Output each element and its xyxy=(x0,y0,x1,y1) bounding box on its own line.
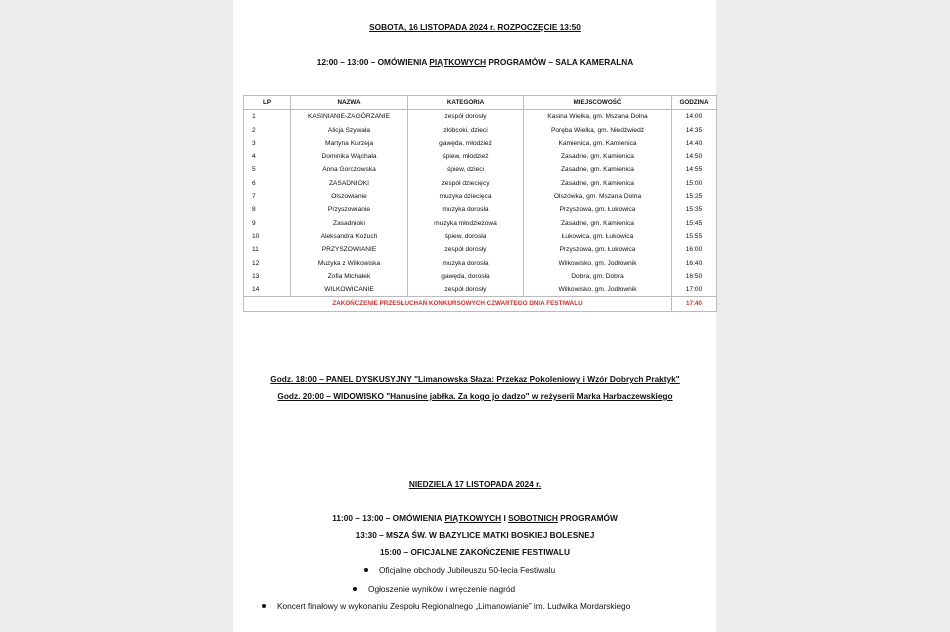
table-row xyxy=(244,110,717,124)
cell-name: Alicja Szywała xyxy=(291,124,408,137)
cell-lp: 9 xyxy=(244,217,291,230)
cell-category: gawęda, młodzież xyxy=(408,137,524,150)
cell-lp: 7 xyxy=(244,190,291,203)
cell-time: 14:35 xyxy=(672,124,717,137)
bullet-item xyxy=(262,601,630,611)
cell-category: śpiew, dzieci xyxy=(408,163,524,176)
show-line xyxy=(0,391,950,401)
cell-name: KASINIANIE-ZAGÓRZANIE xyxy=(291,110,408,124)
session-underlined: PIĄTKOWYCH xyxy=(429,57,487,67)
cell-place: Przyszowa, gm. Łukowica xyxy=(524,203,672,216)
cell-time: 15:00 xyxy=(672,177,717,190)
saturday-heading: SOBOTA, 16 LISTOPADA 2024 r. ROZPOCZĘCIE 13:50 xyxy=(369,22,581,32)
sunday-session-u1: PIĄTKOWYCH xyxy=(444,513,502,523)
cell-place: Olszówka, gm. Mszana Dolna xyxy=(524,190,672,203)
bullet-text: Ogłoszenie wyników i wręczenie nagród xyxy=(368,584,516,594)
cell-name: Anna Gorczowska xyxy=(291,163,408,176)
cell-name: PRZYSZOWIANIE xyxy=(291,243,408,256)
cell-lp: 3 xyxy=(244,137,291,150)
bullet-item xyxy=(364,565,555,575)
cell-time: 16:50 xyxy=(672,270,717,283)
cell-lp: 5 xyxy=(244,163,291,176)
cell-place: Zasadne, gm. Kamienica xyxy=(524,163,672,176)
cell-time: 17:00 xyxy=(672,283,717,297)
saturday-session xyxy=(0,57,950,67)
cell-lp: 2 xyxy=(244,124,291,137)
sunday-session-mid: I xyxy=(501,513,509,523)
cell-time: 14:00 xyxy=(672,110,717,124)
cell-category: zespół dziecięcy xyxy=(408,177,524,190)
bullet-icon xyxy=(262,604,266,608)
cell-name: Muzyka z Wilkowiska xyxy=(291,257,408,270)
cell-time: 14:40 xyxy=(672,137,717,150)
table-body xyxy=(244,110,717,297)
cell-place: Kasina Wielka, gm. Mszana Dolna xyxy=(524,110,672,124)
cell-name: Zasadnioki xyxy=(291,217,408,230)
cell-lp: 12 xyxy=(244,257,291,270)
table-header-row xyxy=(244,96,717,110)
show-text: Godz. 20:00 – WIDOWISKO "Hanusine jabłka. Za kogo jo dadzo" w reżyserii Marka Harbaczewskiego xyxy=(277,391,673,401)
cell-place: Wilkowisko, gm. Jodłownik xyxy=(524,283,672,297)
cell-place: Poręba Wielka, gm. Niedźwiedź xyxy=(524,124,672,137)
table-row xyxy=(244,150,717,163)
sunday-session xyxy=(0,513,950,523)
cell-name: Zofia Michałek xyxy=(291,270,408,283)
closing-text: ZAKOŃCZENIE PRZESŁUCHAŃ KONKURSOWYCH CZWARTEGO DNIA FESTIWALU xyxy=(244,297,672,311)
cell-name: WILKOWICANIE xyxy=(291,283,408,297)
cell-place: Zasadne, gm. Kamienica xyxy=(524,177,672,190)
cell-lp: 1 xyxy=(244,110,291,124)
cell-lp: 4 xyxy=(244,150,291,163)
closing-time: 17:40 xyxy=(672,297,717,311)
panel-text: Godz. 18:00 – PANEL DYSKUSYJNY "Limanowska Słaza: Przekaz Pokoleniowy i Wzór Dobrych Praktyk" xyxy=(270,374,680,384)
bullet-text: Oficjalne obchody Jubileuszu 50-lecia Festiwalu xyxy=(379,565,556,575)
table-row xyxy=(244,217,717,230)
cell-time: 15:45 xyxy=(672,217,717,230)
cell-category: muzyka dorosła xyxy=(408,257,524,270)
cell-category: śpiew, młodzież xyxy=(408,150,524,163)
cell-place: Dobra, gm. Dobra xyxy=(524,270,672,283)
col-place: MIEJSCOWOŚĆ xyxy=(524,96,672,110)
cell-lp: 6 xyxy=(244,177,291,190)
col-category: KATEGORIA xyxy=(408,96,524,110)
table-row xyxy=(244,270,717,283)
cell-time: 15:35 xyxy=(672,203,717,216)
table-row xyxy=(244,163,717,176)
cell-lp: 10 xyxy=(244,230,291,243)
panel-line xyxy=(0,374,950,384)
sunday-session-u2: SOBOTNICH xyxy=(508,513,558,523)
cell-category: gawęda, dorosła xyxy=(408,270,524,283)
program-table xyxy=(243,95,717,312)
closing-row xyxy=(244,297,717,311)
bullet-icon xyxy=(364,568,368,572)
cell-place: Zasadne, gm. Kamienica xyxy=(524,217,672,230)
cell-place: Zasadne, gm. Kamienica xyxy=(524,150,672,163)
table-row xyxy=(244,190,717,203)
cell-time: 14:50 xyxy=(672,150,717,163)
col-time: GODZINA xyxy=(672,96,717,110)
bullet-item xyxy=(353,584,515,594)
sunday-heading: NIEDZIELA 17 LISTOPADA 2024 r. xyxy=(408,479,542,489)
table-row xyxy=(244,203,717,216)
sunday-session-a: 11:00 – 13:00 – OMÓWIENIA xyxy=(332,513,445,523)
table-row xyxy=(244,230,717,243)
cell-name: Olszowianie xyxy=(291,190,408,203)
table-row xyxy=(244,283,717,297)
cell-time: 16:00 xyxy=(672,243,717,256)
cell-name: Martyna Kurzeja xyxy=(291,137,408,150)
cell-lp: 8 xyxy=(244,203,291,216)
cell-category: zespół dorosły xyxy=(408,110,524,124)
cell-category: złóbcoki, dzieci xyxy=(408,124,524,137)
bullet-icon xyxy=(353,587,357,591)
sunday-closing: 15:00 – OFICJALNE ZAKOŃCZENIE FESTIWALU xyxy=(380,547,570,557)
sunday-session-end: PROGRAMÓW xyxy=(557,513,618,523)
table-row xyxy=(244,137,717,150)
cell-name: ZASADNIOKI xyxy=(291,177,408,190)
sunday-mass: 13:30 – MSZA ŚW. W BAZYLICE MATKI BOSKIEJ BOLESNEJ xyxy=(355,530,595,540)
cell-lp: 14 xyxy=(244,283,291,297)
cell-category: zespół dorosły xyxy=(408,283,524,297)
table-row xyxy=(244,124,717,137)
cell-category: śpiew, dorosła xyxy=(408,230,524,243)
cell-category: muzyka dorosła xyxy=(408,203,524,216)
cell-place: Łukowica, gm. Łukowica xyxy=(524,230,672,243)
cell-category: muzyka dziecięca xyxy=(408,190,524,203)
table-row xyxy=(244,177,717,190)
cell-name: Przyszowianie xyxy=(291,203,408,216)
col-lp: LP xyxy=(244,96,291,110)
cell-category: zespół dorosły xyxy=(408,243,524,256)
cell-place: Przyszowa, gm. Łukowica xyxy=(524,243,672,256)
session-text: 12:00 – 13:00 – OMÓWIENIA xyxy=(316,57,430,67)
bullet-text: Koncert finałowy w wykonaniu Zespołu Regionalnego „Limanowianie” im. Ludwika Mordarskiego xyxy=(277,601,631,611)
col-name: NAZWA xyxy=(291,96,408,110)
cell-name: Dominika Wąchała xyxy=(291,150,408,163)
cell-category: muzyka młodzieżowa xyxy=(408,217,524,230)
table-row xyxy=(244,243,717,256)
cell-time: 15:55 xyxy=(672,230,717,243)
cell-place: Wilkowisko, gm. Jodłownik xyxy=(524,257,672,270)
cell-time: 14:55 xyxy=(672,163,717,176)
cell-time: 15:25 xyxy=(672,190,717,203)
cell-name: Aleksandra Kożuch xyxy=(291,230,408,243)
cell-lp: 11 xyxy=(244,243,291,256)
session-text-end: PROGRAMÓW – SALA KAMERALNA xyxy=(486,57,634,67)
cell-time: 16:40 xyxy=(672,257,717,270)
table-row xyxy=(244,257,717,270)
cell-lp: 13 xyxy=(244,270,291,283)
cell-place: Kamienica, gm. Kamienica xyxy=(524,137,672,150)
